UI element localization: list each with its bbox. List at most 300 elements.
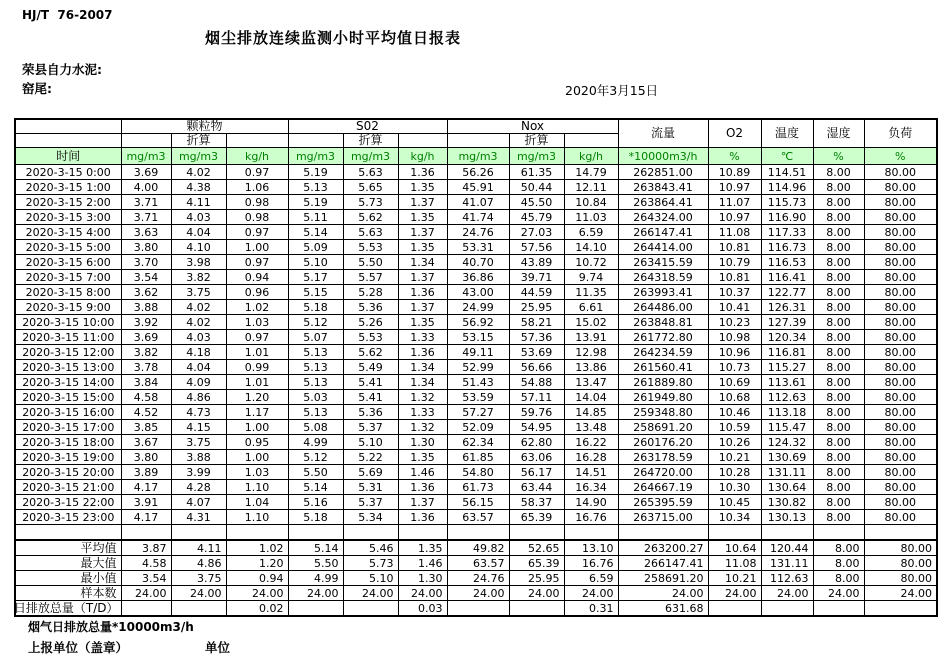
summary-value-cell: 4.11 xyxy=(171,540,226,556)
empty-cell xyxy=(226,134,288,148)
summary-value-cell: 5.46 xyxy=(343,540,398,556)
value-cell: 4.15 xyxy=(171,420,226,435)
table-row xyxy=(15,405,937,420)
value-cell: 263715.00 xyxy=(618,510,708,525)
summary-value-cell: 24.00 xyxy=(398,586,447,601)
value-cell: 8.00 xyxy=(813,225,864,240)
summary-value-cell: 24.00 xyxy=(121,586,171,601)
value-cell: 80.00 xyxy=(864,195,937,210)
value-cell: 5.08 xyxy=(288,420,343,435)
value-cell: 1.35 xyxy=(398,315,447,330)
value-cell: 5.14 xyxy=(288,225,343,240)
value-cell: 1.36 xyxy=(398,285,447,300)
value-cell: 1.35 xyxy=(398,450,447,465)
value-cell: 8.00 xyxy=(813,210,864,225)
value-cell: 8.00 xyxy=(813,240,864,255)
value-cell: 1.03 xyxy=(226,465,288,480)
value-cell: 10.41 xyxy=(708,300,761,315)
value-cell: 5.18 xyxy=(288,510,343,525)
value-cell: 53.31 xyxy=(447,240,509,255)
empty-cell xyxy=(343,525,398,541)
value-cell: 5.62 xyxy=(343,210,398,225)
value-cell: 1.04 xyxy=(226,495,288,510)
value-cell: 58.37 xyxy=(509,495,564,510)
value-cell: 130.69 xyxy=(761,450,813,465)
summary-value-cell: 52.65 xyxy=(509,540,564,556)
summary-label-cell xyxy=(15,601,121,617)
value-cell: 10.37 xyxy=(708,285,761,300)
value-cell: 4.03 xyxy=(171,210,226,225)
value-cell: 8.00 xyxy=(813,375,864,390)
units-row xyxy=(15,148,937,165)
summary-value-cell: 112.63 xyxy=(761,571,813,586)
value-cell: 263415.59 xyxy=(618,255,708,270)
subheader-nox-converted: 折算 xyxy=(509,134,564,148)
table-row xyxy=(15,465,937,480)
value-cell: 116.73 xyxy=(761,240,813,255)
value-cell: 56.92 xyxy=(447,315,509,330)
table-row xyxy=(15,285,937,300)
summary-label-cell: 样本数 xyxy=(15,586,121,601)
value-cell: 41.07 xyxy=(447,195,509,210)
report-title: 烟尘排放连续监测小时平均值日报表 xyxy=(205,29,462,47)
unit-pm-mg: mg/m3 xyxy=(121,148,171,165)
value-cell: 10.46 xyxy=(708,405,761,420)
value-cell: 8.00 xyxy=(813,405,864,420)
value-cell: 6.59 xyxy=(564,225,618,240)
value-cell: 1.37 xyxy=(398,495,447,510)
value-cell: 8.00 xyxy=(813,330,864,345)
value-cell: 261949.80 xyxy=(618,390,708,405)
value-cell: 264667.19 xyxy=(618,480,708,495)
time-cell: 2020-3-15 15:00 xyxy=(15,390,121,405)
hourly-rows xyxy=(15,165,937,525)
value-cell: 3.85 xyxy=(121,420,171,435)
empty-cell xyxy=(226,525,288,541)
value-cell: 1.32 xyxy=(398,390,447,405)
value-cell: 3.71 xyxy=(121,195,171,210)
value-cell: 5.65 xyxy=(343,180,398,195)
value-cell: 5.19 xyxy=(288,165,343,180)
value-cell: 12.11 xyxy=(564,180,618,195)
value-cell: 5.34 xyxy=(343,510,398,525)
value-cell: 127.39 xyxy=(761,315,813,330)
value-cell: 112.63 xyxy=(761,390,813,405)
summary-row xyxy=(15,571,937,586)
value-cell: 3.88 xyxy=(121,300,171,315)
value-cell: 8.00 xyxy=(813,255,864,270)
value-cell: 5.16 xyxy=(288,495,343,510)
value-cell: 265395.59 xyxy=(618,495,708,510)
value-cell: 8.00 xyxy=(813,450,864,465)
value-cell: 25.95 xyxy=(509,300,564,315)
daily-total-label: 日排放总量（T/D） xyxy=(13,601,119,615)
value-cell: 5.15 xyxy=(288,285,343,300)
value-cell: 10.34 xyxy=(708,510,761,525)
value-cell: 54.95 xyxy=(509,420,564,435)
value-cell: 10.21 xyxy=(708,450,761,465)
value-cell: 80.00 xyxy=(864,165,937,180)
value-cell: 4.10 xyxy=(171,240,226,255)
value-cell: 44.59 xyxy=(509,285,564,300)
value-cell: 10.30 xyxy=(708,480,761,495)
empty-cell xyxy=(398,525,447,541)
value-cell: 3.82 xyxy=(171,270,226,285)
value-cell: 57.56 xyxy=(509,240,564,255)
time-cell: 2020-3-15 22:00 xyxy=(15,495,121,510)
value-cell: 5.17 xyxy=(288,270,343,285)
value-cell: 264720.00 xyxy=(618,465,708,480)
value-cell: 4.02 xyxy=(171,315,226,330)
summary-value-cell: 3.54 xyxy=(121,571,171,586)
value-cell: 122.77 xyxy=(761,285,813,300)
summary-value-cell: 24.00 xyxy=(813,586,864,601)
value-cell: 52.99 xyxy=(447,360,509,375)
empty-cell xyxy=(288,134,343,148)
value-cell: 4.02 xyxy=(171,300,226,315)
value-cell: 14.79 xyxy=(564,165,618,180)
summary-value-cell: 263200.27 xyxy=(618,540,708,556)
value-cell: 5.63 xyxy=(343,225,398,240)
value-cell: 0.95 xyxy=(226,435,288,450)
summary-value-cell: 4.58 xyxy=(121,556,171,571)
summary-value-cell: 5.50 xyxy=(288,556,343,571)
summary-value-cell: 24.76 xyxy=(447,571,509,586)
value-cell: 5.07 xyxy=(288,330,343,345)
value-cell: 10.96 xyxy=(708,345,761,360)
value-cell: 5.14 xyxy=(288,480,343,495)
value-cell: 3.54 xyxy=(121,270,171,285)
value-cell: 8.00 xyxy=(813,465,864,480)
value-cell: 11.35 xyxy=(564,285,618,300)
summary-value-cell xyxy=(171,601,226,617)
table-row xyxy=(15,210,937,225)
value-cell: 263843.41 xyxy=(618,180,708,195)
value-cell: 10.97 xyxy=(708,180,761,195)
value-cell: 9.74 xyxy=(564,270,618,285)
value-cell: 8.00 xyxy=(813,495,864,510)
summary-value-cell: 3.75 xyxy=(171,571,226,586)
value-cell: 5.63 xyxy=(343,165,398,180)
value-cell: 5.73 xyxy=(343,195,398,210)
unit-label: 单位 xyxy=(205,640,231,655)
value-cell: 3.63 xyxy=(121,225,171,240)
empty-cell xyxy=(398,134,447,148)
value-cell: 0.98 xyxy=(226,195,288,210)
time-cell: 2020-3-15 5:00 xyxy=(15,240,121,255)
value-cell: 3.75 xyxy=(171,435,226,450)
value-cell: 43.89 xyxy=(509,255,564,270)
value-cell: 13.47 xyxy=(564,375,618,390)
value-cell: 63.44 xyxy=(509,480,564,495)
summary-value-cell: 0.31 xyxy=(564,601,618,617)
value-cell: 80.00 xyxy=(864,375,937,390)
summary-value-cell: 3.87 xyxy=(121,540,171,556)
table-row xyxy=(15,240,937,255)
empty-cell xyxy=(447,134,509,148)
group-header-nox: Nox xyxy=(447,119,618,134)
value-cell: 52.09 xyxy=(447,420,509,435)
summary-value-cell: 11.08 xyxy=(708,556,761,571)
table-row xyxy=(15,510,937,525)
summary-value-cell: 0.02 xyxy=(226,601,288,617)
value-cell: 8.00 xyxy=(813,360,864,375)
value-cell: 41.74 xyxy=(447,210,509,225)
summary-label-cell: 最大值 xyxy=(15,556,121,571)
summary-value-cell: 16.76 xyxy=(564,556,618,571)
time-cell: 2020-3-15 11:00 xyxy=(15,330,121,345)
summary-value-cell: 0.03 xyxy=(398,601,447,617)
value-cell: 262851.00 xyxy=(618,165,708,180)
time-cell: 2020-3-15 1:00 xyxy=(15,180,121,195)
summary-value-cell: 6.59 xyxy=(564,571,618,586)
value-cell: 5.57 xyxy=(343,270,398,285)
unit-nox-kg: kg/h xyxy=(564,148,618,165)
value-cell: 113.18 xyxy=(761,405,813,420)
value-cell: 1.01 xyxy=(226,345,288,360)
value-cell: 1.34 xyxy=(398,255,447,270)
value-cell: 263993.41 xyxy=(618,285,708,300)
value-cell: 5.50 xyxy=(343,255,398,270)
summary-value-cell: 120.44 xyxy=(761,540,813,556)
unit-flow: *10000m3/h xyxy=(618,148,708,165)
unit-so2-converted-mg: mg/m3 xyxy=(343,148,398,165)
summary-value-cell: 24.00 xyxy=(618,586,708,601)
summary-value-cell xyxy=(761,601,813,617)
value-cell: 266147.41 xyxy=(618,225,708,240)
value-cell: 0.97 xyxy=(226,165,288,180)
value-cell: 53.59 xyxy=(447,390,509,405)
empty-cell xyxy=(15,134,121,148)
table-row xyxy=(15,270,937,285)
value-cell: 124.32 xyxy=(761,435,813,450)
unit-load-percent: % xyxy=(864,148,937,165)
value-cell: 10.97 xyxy=(708,210,761,225)
value-cell: 5.12 xyxy=(288,315,343,330)
value-cell: 3.80 xyxy=(121,450,171,465)
value-cell: 27.03 xyxy=(509,225,564,240)
value-cell: 4.04 xyxy=(171,225,226,240)
value-cell: 80.00 xyxy=(864,240,937,255)
value-cell: 8.00 xyxy=(813,180,864,195)
value-cell: 1.06 xyxy=(226,180,288,195)
group-header-load: 负荷 xyxy=(864,119,937,148)
value-cell: 8.00 xyxy=(813,510,864,525)
summary-value-cell: 5.73 xyxy=(343,556,398,571)
time-cell: 2020-3-15 19:00 xyxy=(15,450,121,465)
value-cell: 1.35 xyxy=(398,240,447,255)
time-cell: 2020-3-15 2:00 xyxy=(15,195,121,210)
value-cell: 4.04 xyxy=(171,360,226,375)
empty-cell xyxy=(447,525,509,541)
time-cell: 2020-3-15 10:00 xyxy=(15,315,121,330)
value-cell: 130.13 xyxy=(761,510,813,525)
time-cell: 2020-3-15 16:00 xyxy=(15,405,121,420)
time-cell: 2020-3-15 23:00 xyxy=(15,510,121,525)
summary-label-cell: 平均值 xyxy=(15,540,121,556)
value-cell: 10.69 xyxy=(708,375,761,390)
value-cell: 5.26 xyxy=(343,315,398,330)
value-cell: 59.76 xyxy=(509,405,564,420)
value-cell: 5.10 xyxy=(343,435,398,450)
summary-value-cell: 24.00 xyxy=(343,586,398,601)
table-row xyxy=(15,480,937,495)
value-cell: 261560.41 xyxy=(618,360,708,375)
summary-value-cell: 5.14 xyxy=(288,540,343,556)
group-header-humidity: 湿度 xyxy=(813,119,864,148)
summary-value-cell xyxy=(288,601,343,617)
group-header-flow: 流量 xyxy=(618,119,708,148)
empty-cell xyxy=(618,525,708,541)
value-cell: 62.80 xyxy=(509,435,564,450)
value-cell: 5.37 xyxy=(343,420,398,435)
summary-value-cell: 24.00 xyxy=(509,586,564,601)
value-cell: 1.02 xyxy=(226,300,288,315)
summary-value-cell: 8.00 xyxy=(813,571,864,586)
value-cell: 51.43 xyxy=(447,375,509,390)
summary-value-cell: 10.64 xyxy=(708,540,761,556)
value-cell: 56.15 xyxy=(447,495,509,510)
value-cell: 56.66 xyxy=(509,360,564,375)
summary-value-cell: 4.99 xyxy=(288,571,343,586)
value-cell: 40.70 xyxy=(447,255,509,270)
report-date: 2020年3月15日 xyxy=(565,83,659,98)
value-cell: 5.13 xyxy=(288,180,343,195)
value-cell: 116.81 xyxy=(761,345,813,360)
monitoring-table xyxy=(14,118,938,617)
summary-value-cell: 5.10 xyxy=(343,571,398,586)
summary-value-cell: 24.00 xyxy=(864,586,937,601)
empty-cell xyxy=(15,525,121,541)
value-cell: 80.00 xyxy=(864,330,937,345)
value-cell: 263178.59 xyxy=(618,450,708,465)
summary-value-cell: 1.20 xyxy=(226,556,288,571)
value-cell: 10.73 xyxy=(708,360,761,375)
value-cell: 54.80 xyxy=(447,465,509,480)
value-cell: 4.11 xyxy=(171,195,226,210)
value-cell: 1.00 xyxy=(226,450,288,465)
value-cell: 1.33 xyxy=(398,405,447,420)
table-row xyxy=(15,495,937,510)
value-cell: 5.69 xyxy=(343,465,398,480)
value-cell: 16.34 xyxy=(564,480,618,495)
value-cell: 5.41 xyxy=(343,390,398,405)
time-cell: 2020-3-15 7:00 xyxy=(15,270,121,285)
value-cell: 1.00 xyxy=(226,240,288,255)
summary-label-cell: 最小值 xyxy=(15,571,121,586)
value-cell: 53.15 xyxy=(447,330,509,345)
table-row xyxy=(15,225,937,240)
summary-row xyxy=(15,586,937,601)
summary-row xyxy=(15,601,937,617)
table-row xyxy=(15,300,937,315)
value-cell: 3.78 xyxy=(121,360,171,375)
value-cell: 1.36 xyxy=(398,165,447,180)
value-cell: 11.07 xyxy=(708,195,761,210)
value-cell: 263864.41 xyxy=(618,195,708,210)
value-cell: 10.81 xyxy=(708,240,761,255)
value-cell: 80.00 xyxy=(864,420,937,435)
value-cell: 5.12 xyxy=(288,450,343,465)
value-cell: 263848.81 xyxy=(618,315,708,330)
summary-value-cell: 65.39 xyxy=(509,556,564,571)
value-cell: 63.57 xyxy=(447,510,509,525)
summary-value-cell: 25.95 xyxy=(509,571,564,586)
value-cell: 4.58 xyxy=(121,390,171,405)
unit-nox-converted-mg: mg/m3 xyxy=(509,148,564,165)
value-cell: 61.73 xyxy=(447,480,509,495)
value-cell: 117.33 xyxy=(761,225,813,240)
value-cell: 10.23 xyxy=(708,315,761,330)
value-cell: 4.31 xyxy=(171,510,226,525)
value-cell: 0.97 xyxy=(226,330,288,345)
value-cell: 3.69 xyxy=(121,165,171,180)
value-cell: 116.53 xyxy=(761,255,813,270)
value-cell: 114.96 xyxy=(761,180,813,195)
value-cell: 8.00 xyxy=(813,270,864,285)
header-group-row xyxy=(15,119,937,134)
value-cell: 1.01 xyxy=(226,375,288,390)
value-cell: 57.27 xyxy=(447,405,509,420)
time-cell: 2020-3-15 18:00 xyxy=(15,435,121,450)
value-cell: 3.99 xyxy=(171,465,226,480)
value-cell: 1.17 xyxy=(226,405,288,420)
value-cell: 1.00 xyxy=(226,420,288,435)
value-cell: 58.21 xyxy=(509,315,564,330)
value-cell: 1.33 xyxy=(398,330,447,345)
summary-value-cell: 4.86 xyxy=(171,556,226,571)
summary-value-cell: 24.00 xyxy=(708,586,761,601)
value-cell: 10.28 xyxy=(708,465,761,480)
value-cell: 8.00 xyxy=(813,390,864,405)
empty-cell xyxy=(121,525,171,541)
value-cell: 57.11 xyxy=(509,390,564,405)
value-cell: 5.13 xyxy=(288,405,343,420)
value-cell: 3.88 xyxy=(171,450,226,465)
value-cell: 5.53 xyxy=(343,240,398,255)
value-cell: 8.00 xyxy=(813,435,864,450)
time-cell: 2020-3-15 13:00 xyxy=(15,360,121,375)
value-cell: 126.31 xyxy=(761,300,813,315)
value-cell: 57.36 xyxy=(509,330,564,345)
value-cell: 3.71 xyxy=(121,210,171,225)
value-cell: 16.22 xyxy=(564,435,618,450)
value-cell: 3.67 xyxy=(121,435,171,450)
value-cell: 5.13 xyxy=(288,345,343,360)
value-cell: 45.79 xyxy=(509,210,564,225)
value-cell: 5.13 xyxy=(288,375,343,390)
value-cell: 10.81 xyxy=(708,270,761,285)
value-cell: 261772.80 xyxy=(618,330,708,345)
value-cell: 5.41 xyxy=(343,375,398,390)
value-cell: 43.00 xyxy=(447,285,509,300)
summary-value-cell: 0.94 xyxy=(226,571,288,586)
value-cell: 80.00 xyxy=(864,390,937,405)
summary-value-cell: 1.46 xyxy=(398,556,447,571)
value-cell: 80.00 xyxy=(864,225,937,240)
value-cell: 264414.00 xyxy=(618,240,708,255)
value-cell: 8.00 xyxy=(813,285,864,300)
value-cell: 80.00 xyxy=(864,315,937,330)
summary-value-cell: 80.00 xyxy=(864,571,937,586)
value-cell: 80.00 xyxy=(864,300,937,315)
value-cell: 65.39 xyxy=(509,510,564,525)
value-cell: 16.76 xyxy=(564,510,618,525)
value-cell: 10.68 xyxy=(708,390,761,405)
summary-value-cell xyxy=(509,601,564,617)
location-label: 窑尾: xyxy=(22,81,52,96)
value-cell: 0.97 xyxy=(226,255,288,270)
